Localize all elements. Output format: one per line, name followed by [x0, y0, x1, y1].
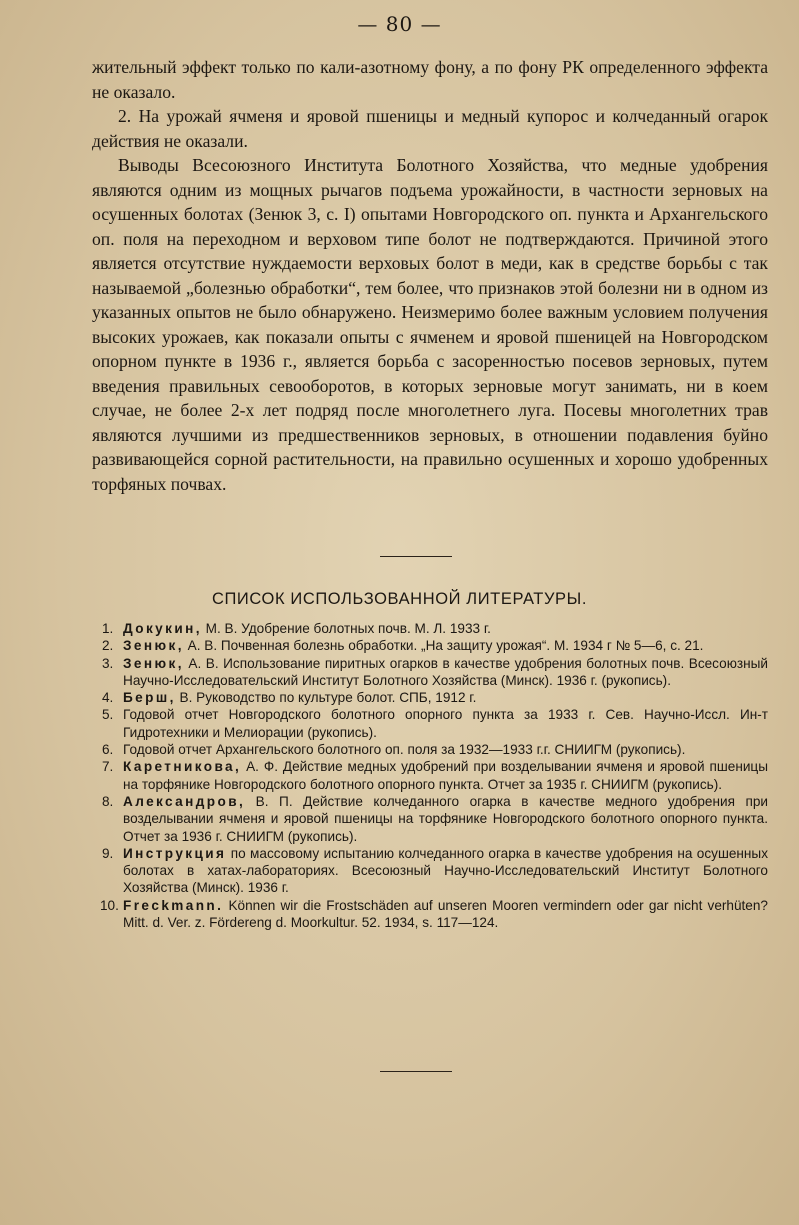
reference-item [102, 706, 768, 741]
reference-author: Freckmann. [123, 897, 224, 913]
reference-item [102, 689, 768, 706]
reference-item [102, 793, 768, 845]
references-title: СПИСОК ИСПОЛЬЗОВАННОЙ ЛИТЕРАТУРЫ. [211, 590, 588, 608]
reference-number: 9. [102, 845, 114, 861]
reference-number: 2. [102, 638, 114, 654]
reference-number: 4. [102, 690, 114, 706]
reference-text: В. Руководство по культуре болот. СПБ, 1912 г. [175, 690, 477, 706]
reference-text: Können wir die Frostschäden auf unseren Mooren vermindern oder gar nicht verhüten? Mitt. d. Ver. z. Fördereng d. Moorkultur. 52. 1934, s. 117—124. [123, 897, 768, 931]
reference-text: А. В. Использование пиритных огарков в качестве удобрения болотных почв. Всесоюзный Научно-Исследовательский Институт Болотного Хозяйства (Минск). 1936 г. (рукопись). [123, 655, 768, 688]
reference-author: Каретникова, [123, 759, 242, 775]
reference-number: 7. [102, 759, 114, 775]
reference-item [102, 845, 768, 897]
reference-number: 3. [102, 655, 114, 671]
paragraph-3: Выводы Всесоюзного Института Болотного Хозяйства, что медные удобрения являются одним из мощных рычагов подъема урожайности, в частности зерновых на осушенных болотах (Зенюк 3, с. I) опытами Новгородского оп. пункта и Архангельского оп. поля на переходном и верховом типе болот не подтверждаются. Причиной этого является отсутствие нуждаемости верховых болот в меди, как в средстве борьбы с так называемой „болезнью обработки“, тем более, что признаков этой болезни ни в одном из указанных опытов не было обнаружено. Неизмеримо более важным условием получения высоких урожаев, как показали опыты с ячменем и яровой пшеницей на Новгородском опорном пункте в 1936 г., является борьба с засоренностью посевов зерновых, путем введения правильных севооборотов, в которых зерновые могут занимать, ни в коем случае, не более 2-х лет подряд после многолетнего луга. Посевы многолетних трав являются лучшими из предшественников зерновых, в отношении подавления буйно развивающейся сорной растительности, на правильно осушенных и хорошо удобренных торфяных почвах. [92, 155, 768, 494]
reference-text: А. В. Почвенная болезнь обработки. „На защиту урожая“. М. 1934 г № 5—6, с. 21. [183, 638, 704, 654]
paragraph-2: 2. На урожай ячменя и яровой пшеницы и медный купорос и колчеданный огарок действия не оказали. [92, 106, 768, 151]
section-divider-top [380, 556, 452, 557]
reference-text: по массовому испытанию колчеданного огарка в качестве удобрения на осушенных болотах в хатах-лабораториях. Всесоюзный Научно-Исследовательский Институт Болотного Хозяйства (Минск). 1936 г. [123, 845, 768, 896]
body-text [92, 55, 768, 496]
reference-author: Берш, [123, 690, 176, 706]
reference-number: 8. [102, 793, 114, 809]
reference-author: Зенюк, [123, 655, 184, 671]
reference-number: 10. [100, 897, 119, 913]
page-number: — 80 — [357, 12, 442, 36]
reference-item [102, 637, 768, 654]
reference-item [102, 741, 768, 758]
reference-text: Годовой отчет Архангельского болотного оп. поля за 1932—1933 г.г. СНИИГМ (рукопись). [123, 742, 686, 758]
reference-text: Годовой отчет Новгородского болотного опорного пункта за 1933 г. Сев. Научно-Иссл. Ин-т Гидротехники и Мелиорации (рукопись). [123, 707, 768, 740]
paragraph-1: жительный эффект только по кали-азотному фону, а по фону РК определенного эффекта не оказало. [92, 57, 768, 102]
reference-item [102, 758, 768, 793]
reference-item [102, 897, 768, 932]
reference-item [102, 620, 768, 637]
reference-author: Зенюк, [123, 638, 184, 654]
reference-number: 5. [102, 707, 114, 723]
reference-author: Докукин, [123, 621, 202, 636]
references-list [102, 620, 768, 931]
section-divider-bottom [380, 1071, 452, 1072]
reference-item [102, 655, 768, 690]
reference-author: Инструкция [123, 845, 227, 861]
reference-text: А. Ф. Действие медных удобрений при возделывании ячменя и яровой пшеницы на торфянике Новгородского болотного опорного пункта. Отчет за 1935 г. СНИИГМ (рукопись). [123, 759, 768, 792]
reference-number: 6. [102, 742, 114, 758]
reference-text: М. В. Удобрение болотных почв. М. Л. 1933 г. [201, 621, 491, 636]
reference-number: 1. [102, 621, 114, 636]
reference-author: Александров, [123, 793, 246, 809]
reference-text: В. П. Действие колчеданного огарка в качестве медного удобрения при возделывании ячменя и яровой пшеницы на торфянике Новгородского болотного опорного пункта. Отчет за 1936 г. СНИИГМ (рукопись). [123, 793, 768, 844]
